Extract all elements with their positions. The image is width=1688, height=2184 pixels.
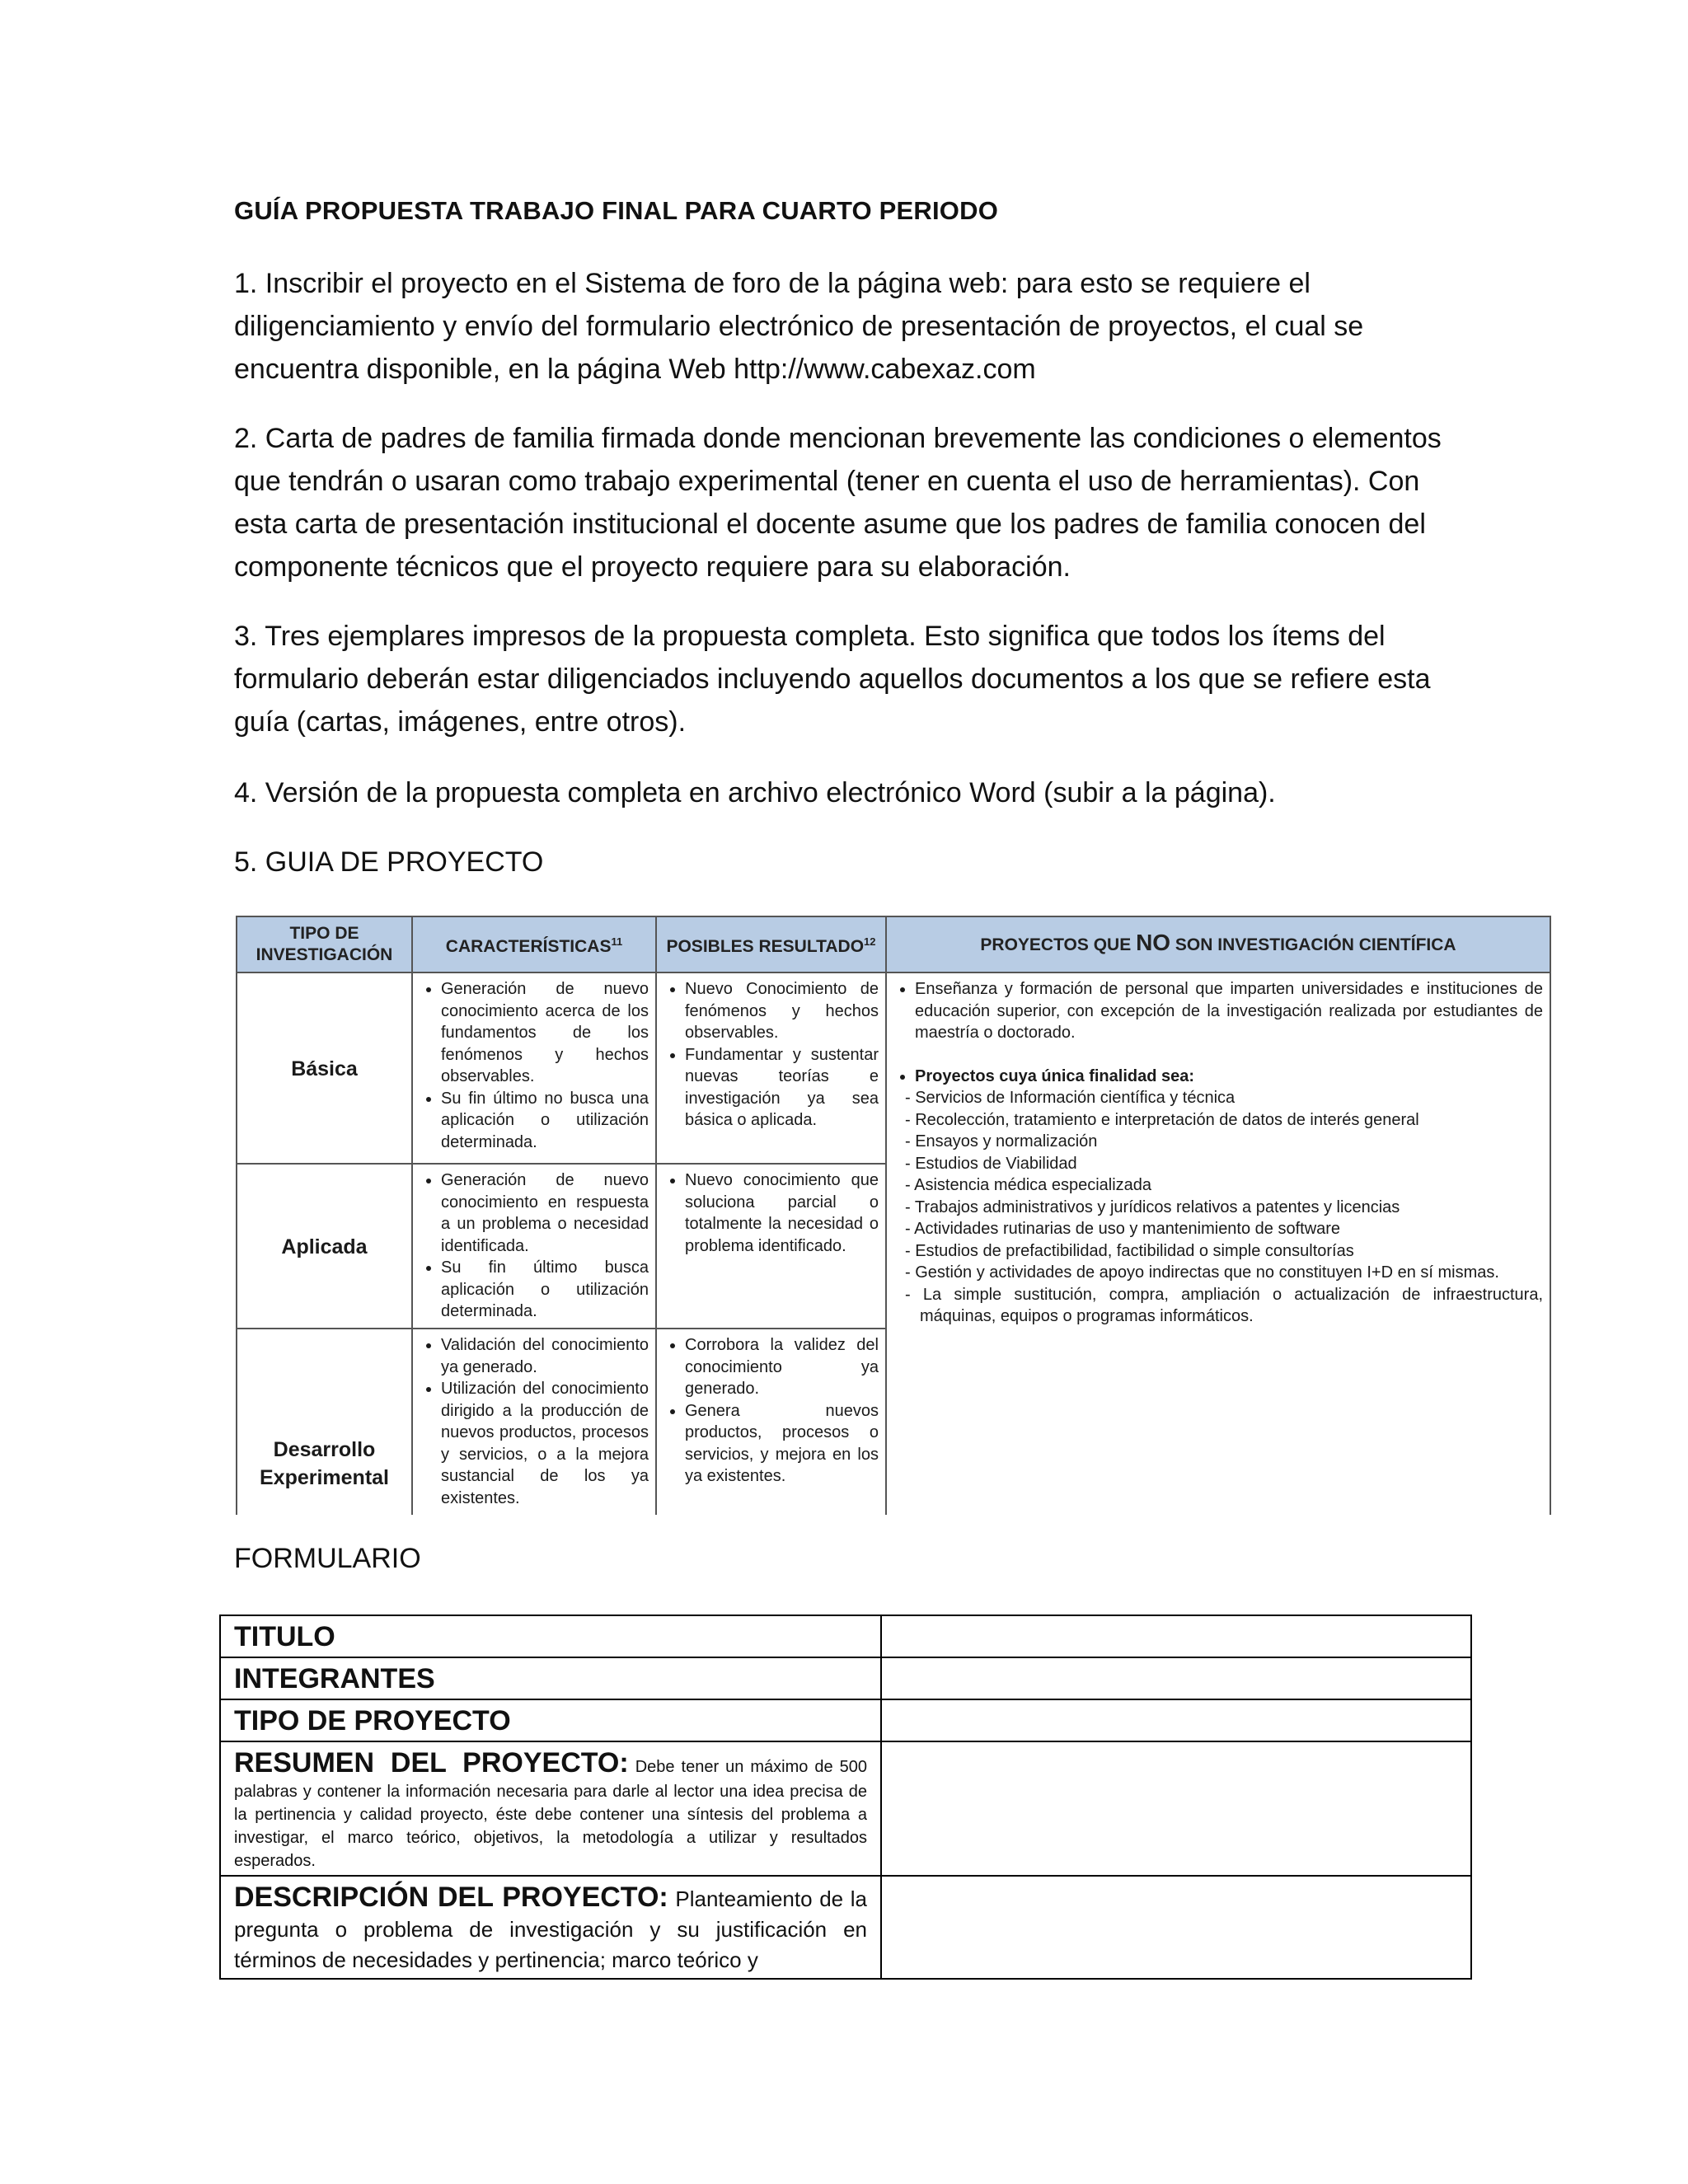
- list-item: • Proyectos cuya única finalidad sea:: [915, 1066, 1543, 1088]
- paragraph-2: 2. Carta de padres de familia firmada donde mencionan brevemente las condiciones o elementos que tendrán o usaran como trabajo experimental (tener en cuenta el uso de herramientas). Con esta carta de presentación institucional el docente asume que los padres de familia conocen del componente técnicos que el proyecto requiere para su elaboración.: [234, 423, 1442, 583]
- table-row: [237, 972, 1550, 1164]
- table-row: [220, 1876, 1471, 1979]
- integrantes-field[interactable]: [881, 1657, 1471, 1699]
- list-item: • Generación de nuevo conocimiento en respuesta a un problema o necesidad identificada.: [441, 1169, 649, 1257]
- table-row: [220, 1741, 1471, 1876]
- paragraph-3: 3. Tres ejemplares impresos de la propuesta completa. Esto significa que todos los ítems del formulario deberán estar diligenciados incluyendo aquellos documentos a los que se refiere esta guía (cartas, imágenes, entre otros).: [234, 621, 1431, 738]
- list-item: - Estudios de Viabilidad: [920, 1153, 1543, 1175]
- list-item: - Gestión y actividades de apoyo indirectas que no constituyen I+D en sí mismas.: [920, 1262, 1543, 1284]
- paragraph-4: 4. Versión de la propuesta completa en archivo electrónico Word (subir a la página).: [234, 777, 1276, 808]
- form-section-label: FORMULARIO: [234, 1543, 421, 1574]
- type-basica: Básica: [237, 972, 412, 1164]
- table-row: [220, 1699, 1471, 1741]
- paragraph-1: 1. Inscribir el proyecto en el Sistema de foro de la página web: para esto se requiere el diligenciamiento y envío del formulario electrónico de presentación de proyectos, el cual se encuentra disponible, en la página Web http://www.cabexaz.com: [234, 268, 1364, 385]
- list-item: • Generación de nuevo conocimiento acerca de los fundamentos de los fenómenos y hechos observables.: [441, 978, 649, 1088]
- project-form-table: [219, 1615, 1472, 1980]
- table-header-row: [237, 916, 1550, 972]
- list-item: • Corrobora la validez del conocimiento ya generado.: [685, 1334, 879, 1400]
- list-item: • Utilización del conocimiento dirigido a la producción de nuevos productos, procesos y servicios, o a la mejora sustancial de los ya existentes.: [441, 1378, 649, 1509]
- form-label-resumen: RESUMEN DEL PROYECTO: Debe tener un máximo de 500 palabras y contener la información necesaria para darle al lector una idea precisa de la pertinencia y calidad proyecto, éste debe contener una síntesis del problema a investigar, el marco teórico, objetivos, la metodología a utilizar y resultados esperados.: [220, 1741, 881, 1876]
- header-type: TIPO DE INVESTIGACIÓN: [237, 916, 412, 972]
- list-item: • Nuevo conocimiento que soluciona parcial o totalmente la necesidad o problema identificado.: [685, 1169, 879, 1257]
- tipo-proyecto-field[interactable]: [881, 1699, 1471, 1741]
- type-aplicada: Aplicada: [237, 1164, 412, 1329]
- table-row: [220, 1615, 1471, 1657]
- list-item: - Actividades rutinarias de uso y mantenimiento de software: [920, 1218, 1543, 1240]
- list-item: - Ensayos y normalización: [920, 1131, 1543, 1153]
- investigation-types-table: [236, 916, 1551, 1515]
- not-research-cell: [886, 972, 1550, 1515]
- list-item: • Fundamentar y sustentar nuevas teorías e investigación ya sea básica o aplicada.: [685, 1044, 879, 1132]
- list-item: • Enseñanza y formación de personal que imparten universidades e instituciones de educación superior, con excepción de la investigación realizada por estudiantes de maestría o doctorado.: [915, 978, 1543, 1044]
- list-item: • Su fin último busca aplicación o utilización determinada.: [441, 1257, 649, 1323]
- paragraph-5: 5. GUIA DE PROYECTO: [234, 846, 544, 878]
- list-item: • Su fin último no busca una aplicación o utilización determinada.: [441, 1088, 649, 1154]
- characteristics-cell: [412, 972, 656, 1164]
- descripcion-field[interactable]: [881, 1876, 1471, 1979]
- header-not-research: PROYECTOS QUE NO SON INVESTIGACIÓN CIENTÍFICA: [886, 916, 1550, 972]
- page-title: GUÍA PROPUESTA TRABAJO FINAL PARA CUARTO PERIODO: [234, 196, 999, 225]
- characteristics-cell: [412, 1329, 656, 1515]
- form-label-tipo-proyecto: TIPO DE PROYECTO: [220, 1699, 881, 1741]
- list-item: - Estudios de prefactibilidad, factibilidad o simple consultorías: [920, 1240, 1543, 1263]
- list-item: - Trabajos administrativos y jurídicos relativos a patentes y licencias: [920, 1197, 1543, 1219]
- list-item: • Nuevo Conocimiento de fenómenos y hechos observables.: [685, 978, 879, 1044]
- results-cell: [656, 1329, 886, 1515]
- table-row: [220, 1657, 1471, 1699]
- list-item: • Genera nuevos productos, procesos o servicios, y mejora en los ya existentes.: [685, 1400, 879, 1488]
- list-item: - Asistencia médica especializada: [920, 1174, 1543, 1197]
- characteristics-cell: [412, 1164, 656, 1329]
- titulo-field[interactable]: [881, 1615, 1471, 1657]
- resumen-field[interactable]: [881, 1741, 1471, 1876]
- list-item: - Servicios de Información científica y técnica: [920, 1087, 1543, 1109]
- header-characteristics: CARACTERÍSTICAS$^{11}$: [412, 916, 656, 972]
- results-cell: [656, 1164, 886, 1329]
- form-label-integrantes: INTEGRANTES: [220, 1657, 881, 1699]
- list-item: - La simple sustitución, compra, ampliación o actualización de infraestructura, máquinas, equipos o programas informáticos.: [920, 1284, 1543, 1328]
- header-results: POSIBLES RESULTADO$^{12}$: [656, 916, 886, 972]
- type-desarrollo-experimental: Desarrollo Experimental: [237, 1329, 412, 1515]
- form-label-titulo: TITULO: [220, 1615, 881, 1657]
- list-item: - Recolección, tratamiento e interpretación de datos de interés general: [920, 1109, 1543, 1132]
- results-cell: [656, 972, 886, 1164]
- list-item: • Validación del conocimiento ya generado.: [441, 1334, 649, 1378]
- form-label-descripcion: DESCRIPCIÓN DEL PROYECTO: Planteamiento de la pregunta o problema de investigación y su justificación en términos de necesidades y pertinencia; marco teórico y: [220, 1876, 881, 1979]
